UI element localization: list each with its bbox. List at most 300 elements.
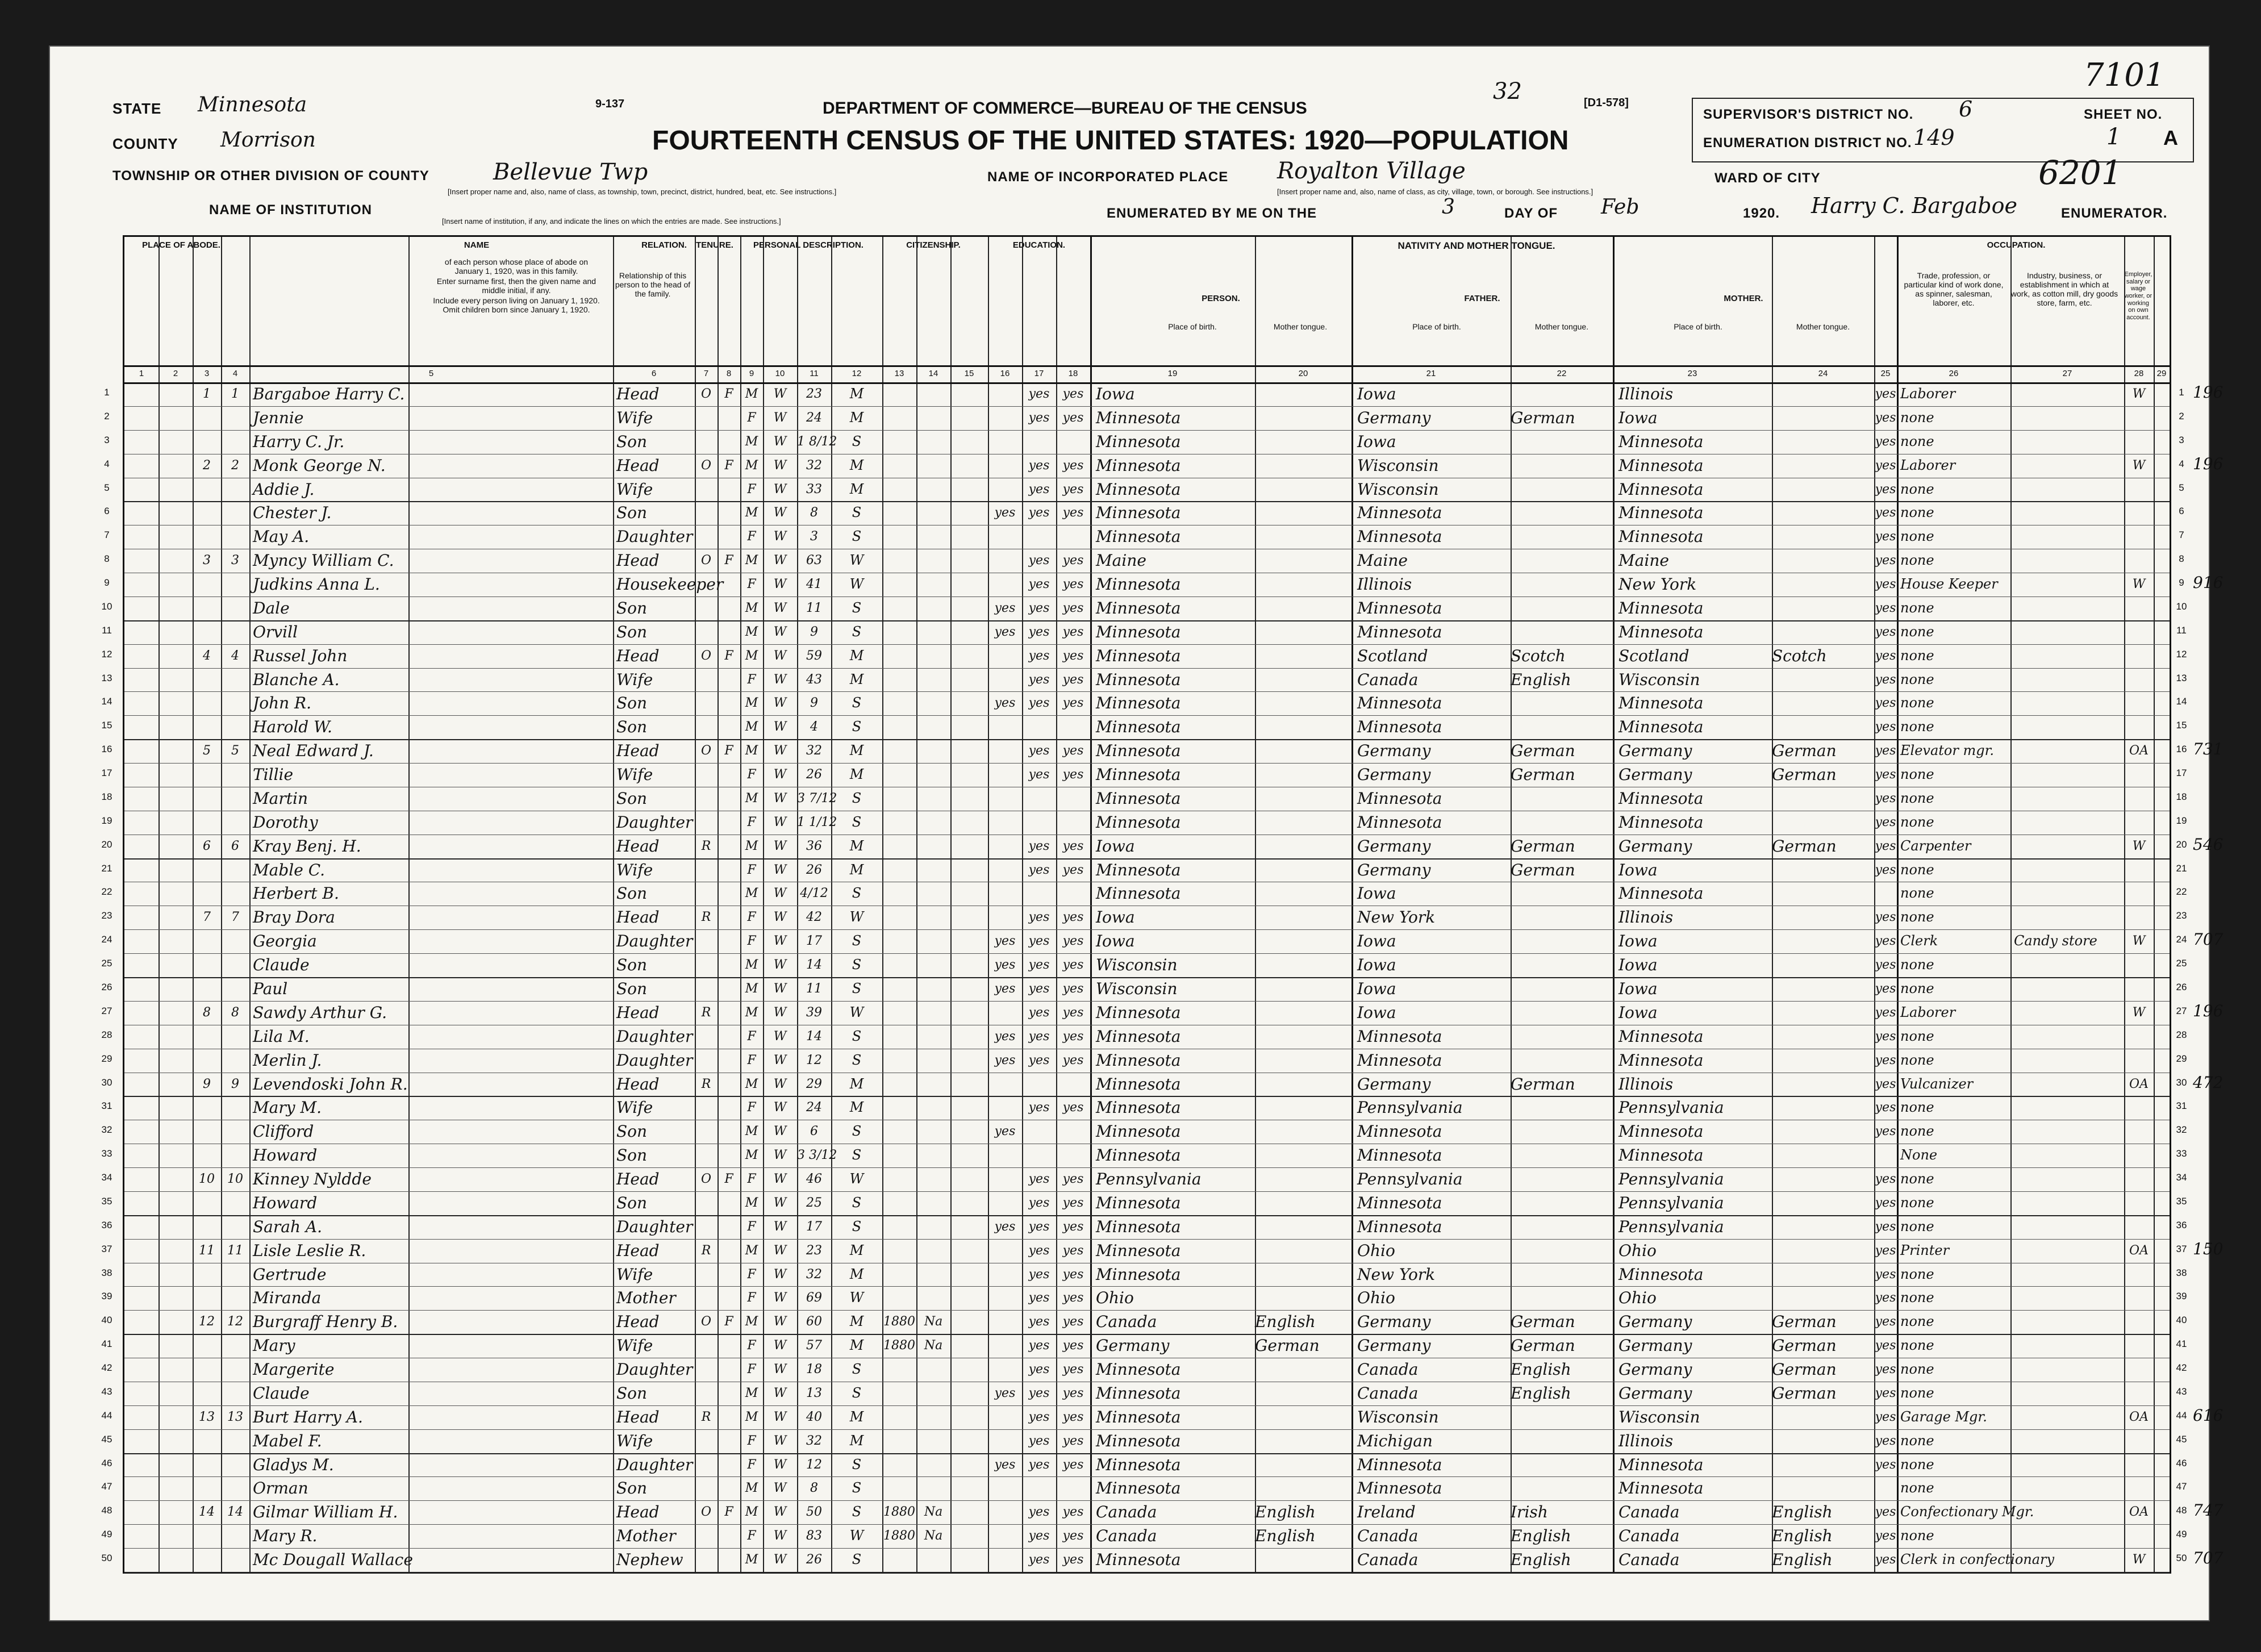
cell-birthplace: Minnesota	[1096, 789, 1181, 808]
cell-speaks-english: yes	[1875, 434, 1896, 449]
cell-can-read: yes	[1028, 1409, 1050, 1424]
cell-occupation: none	[1900, 433, 1934, 449]
line-number-left: 3	[104, 434, 110, 445]
group-abode: PLACE OF ABODE.	[142, 240, 220, 250]
line-number-right: 18	[2176, 791, 2187, 802]
ward-label: WARD OF CITY	[1714, 170, 1821, 186]
cell-speaks-english: yes	[1875, 1457, 1896, 1472]
line-number-right: 8	[2179, 553, 2184, 565]
cell-person-name: Neal Edward J.	[253, 741, 374, 761]
cell-race: W	[773, 672, 787, 687]
cell-immigration-year: 1880	[883, 1529, 915, 1543]
cell-speaks-english: yes	[1875, 815, 1896, 829]
line-number-right: 28	[2176, 1029, 2187, 1040]
cell-sex: F	[747, 767, 756, 782]
cell-race: W	[773, 1457, 787, 1472]
cell-marital-status: W	[849, 1004, 864, 1020]
cell-family-number: 3	[231, 553, 239, 568]
cell-mother-birthplace: Scotland	[1618, 646, 1690, 665]
cell-father-birthplace: Minnesota	[1357, 503, 1442, 523]
line-number-right: 45	[2176, 1433, 2187, 1445]
cell-mother-birthplace: Illinois	[1618, 385, 1674, 403]
cell-race: W	[773, 982, 787, 996]
cell-can-write: yes	[1062, 458, 1084, 473]
cell-can-read: yes	[1028, 672, 1050, 687]
cell-home-owned: O	[700, 648, 712, 663]
cell-sex: M	[745, 458, 758, 473]
cell-sex: F	[747, 1457, 756, 1472]
cell-speaks-english: yes	[1875, 1505, 1896, 1520]
cell-marital-status: S	[852, 790, 862, 806]
enumerated-label: ENUMERATED BY ME ON THE	[1107, 206, 1317, 221]
line-number-left: 49	[101, 1529, 112, 1540]
cell-speaks-english: yes	[1875, 1124, 1896, 1139]
cell-family-number: 12	[227, 1315, 243, 1329]
cell-father-birthplace: Iowa	[1357, 884, 1396, 903]
department-title: DEPARTMENT OF COMMERCE—BUREAU OF THE CENSUS	[823, 99, 1307, 118]
cell-father-birthplace: Ireland	[1357, 1503, 1416, 1522]
cell-speaks-english: yes	[1875, 862, 1896, 877]
cell-occupation: none	[1900, 885, 1934, 902]
cell-occupation: Laborer	[1900, 386, 1956, 402]
cell-free-mortgaged: F	[724, 744, 733, 758]
cell-sex: M	[745, 1553, 758, 1567]
cell-relation: Son	[616, 1383, 648, 1403]
cell-dwelling-number: 13	[199, 1409, 215, 1424]
line-number-right: 3	[2179, 434, 2184, 445]
cell-person-name: Bray Dora	[253, 908, 335, 927]
cell-birthplace: Minnesota	[1096, 1407, 1181, 1426]
cell-relation: Head	[616, 1407, 660, 1426]
cell-mother-birthplace: Pennsylvania	[1618, 1193, 1724, 1212]
cell-marital-status: M	[849, 1242, 864, 1258]
cell-race: W	[773, 767, 787, 782]
cell-father-birthplace: Maine	[1357, 551, 1408, 570]
cell-home-owned: O	[700, 1172, 712, 1187]
cell-home-owned: R	[701, 1077, 711, 1091]
cell-can-write: yes	[1062, 1172, 1084, 1187]
cell-birthplace: Canada	[1096, 1526, 1157, 1546]
cell-birthplace: Minnesota	[1096, 432, 1181, 451]
group-nativity: NATIVITY AND MOTHER TONGUE.	[1398, 240, 1555, 251]
cell-mother-birthplace: Iowa	[1618, 956, 1658, 975]
margin-note: 546	[2193, 835, 2224, 854]
line-number-left: 27	[101, 1005, 112, 1016]
cell-relation: Head	[616, 836, 660, 856]
cell-occupation: none	[1900, 1290, 1934, 1306]
cell-relation: Son	[616, 694, 648, 713]
county-value: Morrison	[220, 128, 316, 152]
cell-relation: Head	[616, 1241, 660, 1260]
cell-father-birthplace: Minnesota	[1357, 598, 1442, 618]
cell-marital-status: S	[852, 1218, 862, 1234]
cell-person-name: Clifford	[253, 1122, 314, 1141]
cell-mother-birthplace: Maine	[1618, 551, 1669, 570]
cell-occupation: none	[1900, 599, 1934, 616]
cell-age: 14	[806, 1029, 822, 1044]
cell-speaks-english: yes	[1875, 1029, 1896, 1044]
cell-birthplace: Minnesota	[1096, 670, 1181, 689]
cell-occupation: Clerk in confectionary	[1900, 1551, 2055, 1568]
census-sheet	[49, 45, 2224, 1621]
line-number-right: 4	[2179, 458, 2184, 469]
cell-birthplace: Minnesota	[1096, 1027, 1181, 1046]
cell-birthplace: Minnesota	[1096, 1193, 1181, 1212]
cell-can-write: yes	[1062, 744, 1084, 758]
cell-family-number: 8	[231, 1005, 239, 1020]
cell-person-name: Gladys M.	[253, 1455, 334, 1474]
cell-birthplace: Canada	[1096, 1312, 1157, 1332]
line-number-right: 42	[2176, 1362, 2187, 1374]
cell-can-read: yes	[1028, 600, 1050, 615]
cell-speaks-english: yes	[1875, 482, 1896, 497]
cell-speaks-english: yes	[1875, 934, 1896, 949]
cell-race: W	[773, 1338, 787, 1353]
cell-sex: M	[745, 982, 758, 996]
cell-birthplace: Iowa	[1096, 908, 1135, 927]
cell-marital-status: S	[852, 814, 862, 830]
cell-age: 43	[806, 672, 822, 687]
cell-can-write: yes	[1062, 600, 1084, 615]
margin-note: 707	[2193, 1549, 2224, 1568]
cell-occupation: Clerk	[1900, 933, 1938, 949]
cell-mother-birthplace: Illinois	[1618, 1074, 1674, 1094]
column-number: 24	[1818, 369, 1828, 378]
cell-age: 11	[806, 982, 822, 996]
cell-sex: F	[747, 862, 756, 877]
cell-person-name: Mabel F.	[253, 1431, 322, 1450]
cell-relation: Wife	[616, 1098, 653, 1117]
cell-age: 6	[810, 1124, 818, 1139]
cell-birthplace: Minnesota	[1096, 1217, 1181, 1236]
cell-mother-tongue: English	[1255, 1526, 1316, 1546]
line-number-right: 41	[2176, 1338, 2187, 1350]
cell-employer-class: W	[2132, 387, 2146, 401]
cell-birthplace: Minnesota	[1096, 1265, 1181, 1284]
cell-relation: Son	[616, 598, 648, 618]
cell-race: W	[773, 410, 787, 425]
cell-sex: F	[747, 1433, 756, 1448]
line-number-right: 17	[2176, 767, 2187, 779]
cell-can-read: yes	[1028, 934, 1050, 949]
cell-mother-birthplace: Pennsylvania	[1618, 1098, 1724, 1117]
group-occupation: OCCUPATION.	[1987, 240, 2046, 250]
cell-father-birthplace: Scotland	[1357, 646, 1428, 665]
cell-age: 9	[810, 624, 818, 639]
cell-speaks-english: yes	[1875, 1172, 1896, 1187]
cell-can-write: yes	[1062, 553, 1084, 568]
cell-age: 40	[806, 1409, 822, 1424]
cell-race: W	[773, 1219, 787, 1234]
form-code: [D1-578]	[1584, 97, 1629, 109]
cell-home-owned: O	[700, 1505, 712, 1520]
cell-father-birthplace: Minnesota	[1357, 527, 1442, 547]
line-number-right: 15	[2176, 720, 2187, 731]
cell-can-read: yes	[1028, 1267, 1050, 1282]
supervisor-label: SUPERVISOR'S DISTRICT NO.	[1703, 107, 1914, 122]
cell-marital-status: S	[852, 933, 862, 949]
cell-marital-status: M	[849, 1313, 864, 1330]
cell-age: 26	[806, 767, 822, 782]
cell-sex: F	[747, 1267, 756, 1282]
cell-person-name: Sarah A.	[253, 1217, 323, 1236]
cell-father-birthplace: Pennsylvania	[1357, 1098, 1463, 1117]
cell-person-name: Lila M.	[253, 1027, 310, 1046]
line-number-right: 39	[2176, 1291, 2187, 1302]
cell-dwelling-number: 14	[199, 1505, 215, 1520]
cell-mother-birthplace: Pennsylvania	[1618, 1217, 1724, 1236]
cell-marital-status: S	[852, 1504, 862, 1520]
group-tenure: TENURE.	[696, 240, 733, 250]
cell-family-number: 4	[231, 648, 239, 663]
cell-marital-status: W	[849, 576, 864, 593]
cell-occupation: none	[1900, 790, 1934, 806]
cell-race: W	[773, 553, 787, 568]
cell-free-mortgaged: F	[724, 553, 733, 568]
cell-person-name: Bargaboe Harry C.	[253, 385, 405, 403]
cell-race: W	[773, 624, 787, 639]
form-number: 9-137	[595, 98, 625, 110]
cell-mother-tongue: English	[1255, 1312, 1316, 1332]
cell-age: 12	[806, 1457, 822, 1472]
cell-father-birthplace: Minnesota	[1357, 1027, 1442, 1046]
line-number-right: 31	[2176, 1100, 2187, 1112]
cell-occupation: none	[1900, 528, 1934, 545]
cell-speaks-english: yes	[1875, 1409, 1896, 1424]
cell-can-read: yes	[1028, 1529, 1050, 1543]
line-number-right: 22	[2176, 886, 2187, 898]
cell-mother-birthplace: Minnesota	[1618, 1146, 1704, 1165]
cell-sex: M	[745, 744, 758, 758]
cell-home-owned: R	[701, 1005, 711, 1020]
cell-can-write: yes	[1062, 577, 1084, 592]
cell-dwelling-number: 4	[203, 648, 211, 663]
column-number: 9	[749, 369, 754, 378]
state-value: Minnesota	[198, 93, 307, 116]
cell-person-name: Herbert B.	[253, 884, 339, 903]
cell-father-birthplace: New York	[1357, 908, 1436, 927]
cell-race: W	[773, 1267, 787, 1282]
cell-mother-birthplace: Minnesota	[1618, 1479, 1704, 1498]
cell-race: W	[773, 577, 787, 592]
cell-race: W	[773, 648, 787, 663]
cell-speaks-english: yes	[1875, 1338, 1896, 1353]
sheet-side: A	[2163, 126, 2178, 149]
line-number-left: 33	[101, 1148, 112, 1159]
cell-race: W	[773, 744, 787, 758]
cell-age: 60	[806, 1315, 822, 1329]
cell-age: 24	[806, 410, 822, 425]
cell-birthplace: Minnesota	[1096, 1122, 1181, 1141]
cell-mother-birthplace: Iowa	[1618, 932, 1658, 951]
cell-race: W	[773, 1148, 787, 1163]
cell-father-tongue: English	[1511, 1360, 1571, 1379]
cell-mother-birthplace: Minnesota	[1618, 503, 1704, 523]
cell-marital-status: S	[852, 599, 862, 616]
cell-birthplace: Minnesota	[1096, 1550, 1181, 1570]
cell-father-birthplace: Canada	[1357, 1550, 1419, 1570]
cell-birthplace: Pennsylvania	[1096, 1170, 1202, 1189]
cell-can-write: yes	[1062, 1386, 1084, 1400]
cell-speaks-english: yes	[1875, 529, 1896, 544]
cell-age: 4	[810, 720, 818, 735]
cell-age: 25	[806, 1195, 822, 1210]
cell-free-mortgaged: F	[724, 458, 733, 473]
cell-speaks-english: yes	[1875, 958, 1896, 973]
cell-can-write: yes	[1062, 1243, 1084, 1258]
cell-speaks-english: yes	[1875, 387, 1896, 401]
cell-birthplace: Minnesota	[1096, 765, 1181, 785]
cell-birthplace: Minnesota	[1096, 1360, 1181, 1379]
cell-birthplace: Iowa	[1096, 932, 1135, 951]
cell-father-birthplace: Iowa	[1357, 932, 1396, 951]
line-number-right: 2	[2179, 410, 2184, 422]
cell-age: 42	[806, 910, 822, 925]
column-rule	[988, 237, 989, 1572]
cell-occupation: none	[1900, 957, 1934, 973]
cell-birthplace: Minnesota	[1096, 1479, 1181, 1498]
cell-can-read: yes	[1028, 1338, 1050, 1353]
cell-race: W	[773, 1315, 787, 1329]
cell-father-birthplace: Germany	[1357, 408, 1431, 427]
cell-person-name: Tillie	[253, 765, 294, 785]
cell-race: W	[773, 1409, 787, 1424]
cell-sex: M	[745, 648, 758, 663]
cell-person-name: Mc Dougall Wallace	[253, 1550, 413, 1570]
cell-can-read: yes	[1028, 1315, 1050, 1329]
cell-person-name: Martin	[253, 789, 308, 808]
cell-father-birthplace: Minnesota	[1357, 1050, 1442, 1070]
cell-person-name: May A.	[253, 527, 310, 547]
cell-mother-birthplace: Pennsylvania	[1618, 1170, 1724, 1189]
cell-dwelling-number: 12	[199, 1315, 215, 1329]
cell-can-write: yes	[1062, 1409, 1084, 1424]
cell-sex: M	[745, 387, 758, 401]
cell-age: 46	[806, 1172, 822, 1187]
cell-speaks-english: yes	[1875, 767, 1896, 782]
cell-race: W	[773, 506, 787, 520]
cell-relation: Head	[616, 1003, 660, 1022]
cell-father-birthplace: Iowa	[1357, 979, 1396, 998]
cell-person-name: Kinney Nyldde	[253, 1170, 372, 1189]
cell-mother-mother-tongue: Scotch	[1772, 646, 1827, 665]
cell-family-number: 2	[231, 458, 239, 473]
cell-mother-birthplace: Iowa	[1618, 979, 1658, 998]
cell-father-birthplace: Minnesota	[1357, 1479, 1442, 1498]
cell-father-tongue: English	[1511, 1526, 1571, 1546]
cell-person-name: Dorothy	[253, 812, 318, 832]
cell-birthplace: Minnesota	[1096, 1003, 1181, 1022]
cell-marital-status: S	[852, 1480, 862, 1496]
cell-age: 12	[806, 1053, 822, 1067]
line-number-left: 40	[101, 1315, 112, 1326]
cell-relation: Son	[616, 979, 648, 998]
line-number-left: 6	[104, 506, 110, 517]
cell-father-birthplace: Germany	[1357, 860, 1431, 879]
cell-age: 3	[810, 529, 818, 544]
cell-can-write: yes	[1062, 482, 1084, 497]
supervisor-value: 6	[1959, 97, 1973, 122]
column-number: 26	[1949, 369, 1959, 378]
cell-speaks-english: yes	[1875, 1100, 1896, 1115]
line-number-right: 43	[2176, 1386, 2187, 1397]
line-number-left: 48	[101, 1505, 112, 1516]
cell-age: 26	[806, 1553, 822, 1567]
cell-relation: Head	[616, 741, 660, 761]
cell-can-write: yes	[1062, 1529, 1084, 1543]
cell-occupation: none	[1900, 504, 1934, 521]
group-person: PERSON.	[1202, 294, 1240, 303]
cell-birthplace: Minnesota	[1096, 1146, 1181, 1165]
cell-relation: Head	[616, 1503, 660, 1522]
line-number-right: 48	[2176, 1505, 2187, 1516]
cell-age: 33	[806, 482, 822, 497]
line-number-right: 49	[2176, 1529, 2187, 1540]
cell-can-read: yes	[1028, 458, 1050, 473]
cell-father-tongue: English	[1511, 1550, 1571, 1570]
cell-person-name: Orman	[253, 1479, 308, 1498]
cell-sex: F	[747, 1053, 756, 1067]
cell-attended-school: yes	[994, 1219, 1016, 1234]
cell-mother-birthplace: Ohio	[1618, 1288, 1657, 1308]
cell-employer-class: OA	[2129, 1243, 2149, 1258]
cell-sex: F	[747, 1172, 756, 1187]
cell-can-write: yes	[1062, 934, 1084, 949]
line-number-left: 18	[101, 791, 112, 802]
cell-father-tongue: English	[1511, 670, 1571, 689]
cell-race: W	[773, 1077, 787, 1091]
cell-can-write: yes	[1062, 1505, 1084, 1520]
column-number: 29	[2156, 369, 2167, 378]
column-rule	[882, 237, 883, 1572]
cell-mother-birthplace: Illinois	[1618, 908, 1674, 927]
cell-marital-status: S	[852, 981, 862, 996]
cell-age: 17	[806, 1219, 822, 1234]
cell-relation: Daughter	[616, 1217, 693, 1236]
cell-marital-status: M	[849, 671, 864, 687]
cell-can-read: yes	[1028, 744, 1050, 758]
cell-age: 57	[806, 1338, 822, 1353]
cell-occupation: Elevator mgr.	[1900, 742, 1995, 759]
cell-father-birthplace: Wisconsin	[1357, 1407, 1439, 1426]
column-rule	[717, 237, 719, 1572]
header-name-b: Enter surname first, then the given name and middle initial, if any.	[436, 277, 596, 295]
cell-speaks-english: yes	[1875, 791, 1896, 806]
cell-home-owned: O	[700, 387, 712, 401]
township-label: TOWNSHIP OR OTHER DIVISION OF COUNTY	[112, 168, 429, 183]
cell-age: 59	[806, 648, 822, 663]
cell-age: 24	[806, 1100, 822, 1115]
cell-father-birthplace: Iowa	[1357, 956, 1396, 975]
cell-father-tongue: German	[1511, 1336, 1575, 1355]
line-number-left: 14	[101, 696, 112, 707]
cell-sex: F	[747, 1219, 756, 1234]
cell-person-name: Burt Harry A.	[253, 1407, 363, 1426]
cell-mother-birthplace: Iowa	[1618, 408, 1658, 427]
cell-can-write: yes	[1062, 982, 1084, 996]
township-value: Bellevue Twp	[493, 159, 648, 185]
cell-birthplace: Ohio	[1096, 1288, 1134, 1308]
enumeration-day: 3	[1442, 195, 1455, 219]
cell-birthplace: Minnesota	[1096, 1098, 1181, 1117]
cell-family-number: 14	[227, 1505, 243, 1520]
cell-mother-birthplace: Minnesota	[1618, 717, 1704, 737]
cell-can-write: yes	[1062, 1433, 1084, 1448]
cell-can-write: yes	[1062, 1195, 1084, 1210]
township-note: [Insert proper name and, also, name of class, as township, town, precinct, district, hundred, beat, etc. See instructions.]	[448, 187, 837, 196]
line-number-right: 20	[2176, 838, 2187, 850]
cell-birthplace: Minnesota	[1096, 503, 1181, 523]
